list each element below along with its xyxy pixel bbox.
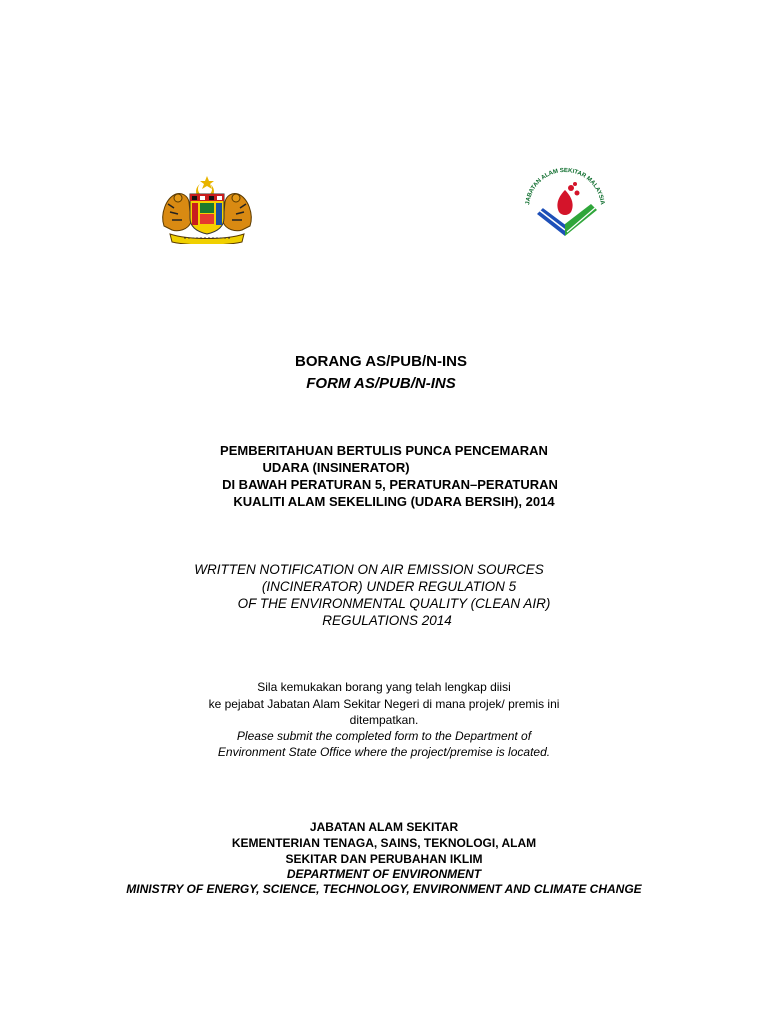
logo-text: JABATAN ALAM SEKITAR MALAYSIA	[525, 167, 605, 206]
department-malay-line-2: KEMENTERIAN TENAGA, SAINS, TEKNOLOGI, ALAM	[231, 836, 537, 850]
malay-heading-line-4: KUALITI ALAM SEKELILING (UDARA BERSIH), 2014	[233, 494, 555, 509]
jabatan-alam-sekitar-logo-icon	[515, 164, 615, 248]
department-english-line-2: MINISTRY OF ENERGY, SCIENCE, TECHNOLOGY, ENVIRONMENT AND CLIMATE CHANGE	[126, 882, 642, 896]
instruction-malay-line-3: ditempatkan.	[349, 713, 419, 727]
form-title-english: FORM AS/PUB/N-INS	[306, 375, 456, 392]
instruction-english-line-2: Environment State Office where the project/premise is located.	[217, 745, 551, 759]
instruction-english-line-1: Please submit the completed form to the Department of	[236, 729, 532, 743]
department-malay-line-3: SEKITAR DAN PERUBAHAN IKLIM	[285, 852, 483, 866]
department-malay-line-1: JABATAN ALAM SEKITAR	[309, 820, 459, 834]
instruction-malay-line-2: ke pejabat Jabatan Alam Sekitar Negeri di mana projek/ premis ini	[208, 697, 560, 711]
form-title-malay: BORANG AS/PUB/N-INS	[295, 353, 467, 370]
malay-heading-line-1: PEMBERITAHUAN BERTULIS PUNCA PENCEMARAN	[220, 443, 548, 458]
english-heading-line-3: OF THE ENVIRONMENTAL QUALITY (CLEAN AIR)	[237, 596, 551, 611]
jas-logo	[515, 164, 615, 248]
malay-heading-line-3: DI BAWAH PERATURAN 5, PERATURAN–PERATURAN	[222, 477, 558, 492]
english-heading-line-2: (INCINERATOR) UNDER REGULATION 5	[261, 579, 517, 594]
english-heading-line-1: WRITTEN NOTIFICATION ON AIR EMISSION SOURCES	[194, 562, 544, 577]
english-heading-line-4: REGULATIONS 2014	[322, 613, 452, 628]
instruction-malay-line-1: Sila kemukakan borang yang telah lengkap diisi	[257, 680, 511, 694]
malaysia-coat-of-arms-icon	[158, 174, 256, 244]
coat-of-arms-logo	[158, 174, 256, 244]
department-english-line-1: DEPARTMENT OF ENVIRONMENT	[286, 867, 482, 881]
malay-heading-line-2: UDARA (INSINERATOR)	[262, 460, 410, 475]
